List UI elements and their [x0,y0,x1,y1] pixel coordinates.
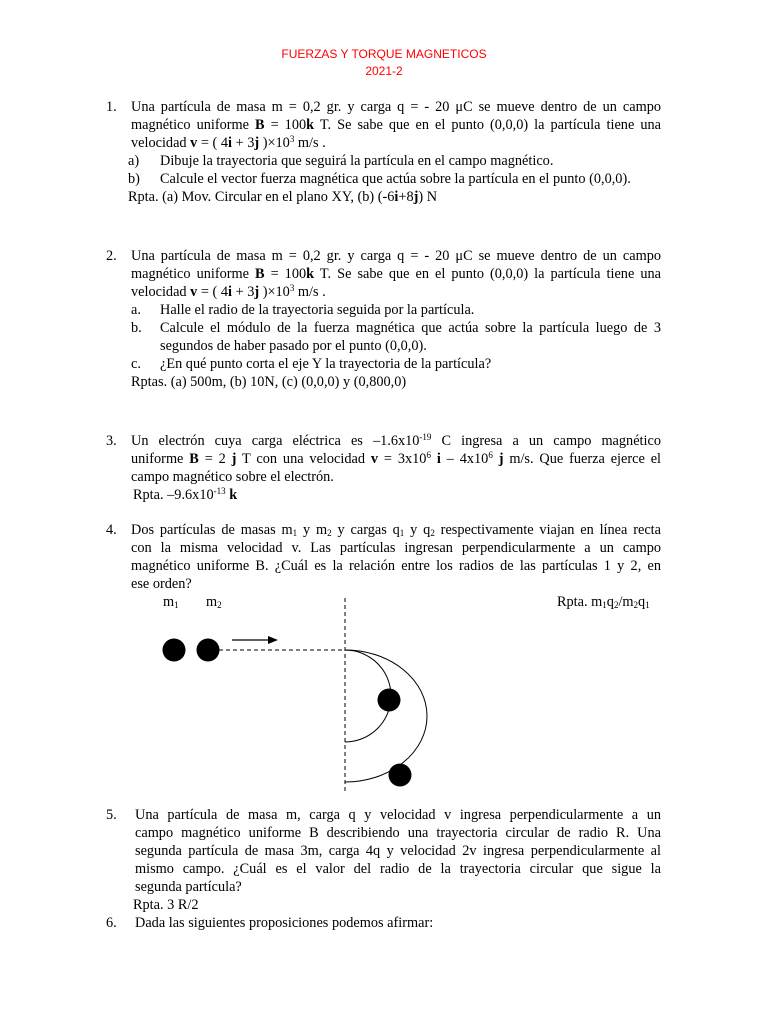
problem-number: 2. [106,248,117,264]
velocity-arrowhead [268,636,278,644]
particle-m2 [197,639,220,662]
problem-answer: Rpta. $m_1q_2/m_2q_1$ [557,594,650,610]
item-text: Dibuje la trayectoria que seguirá la partícula en el campo magnético. [160,153,554,169]
problem-number: 6. [106,915,117,931]
problem-text-line: magnético uniforme B. ¿Cuál es la relación entre los radios de las partículas 1 y 2, en [131,558,661,574]
item-text: Calcule el módulo de la fuerza magnética que actúa sobre la partícula luego de 3 [160,320,661,336]
problem-number: 4. [106,522,117,538]
item-text: ¿En qué punto corta el eje Y la trayectoria de la partícula? [160,356,492,372]
problem-text-line: con la misma velocidad v. Las partículas ingresan perpendicularmente a un campo [131,540,661,556]
particle-on-large-arc [389,764,412,787]
item-label: a) [128,153,140,169]
item-text: Calcule el vector fuerza magnética que actúa sobre la partícula en el punto (0,0,0). [160,171,631,187]
item-text: segundos de haber pasado por el punto (0,0,0). [160,338,427,354]
problem-text-line: segunda partícula? [135,879,242,895]
item-label: b. [131,320,142,336]
problem-text: Dada las siguientes proposiciones podemos afirmar: [135,915,434,931]
problem-answer: Rpta. (a) Mov. Circular en el plano XY, (b) (-6i+8j) N [128,189,438,205]
problem-text-line: segunda partícula de masa 3m, carga 4q y velocidad 2v ingresa perpendicularmente al [135,843,661,859]
problem-text-line: uniforme B = 2 j T con una velocidad $v = 3x10^6$ i – $4x10^6$ j m/s. Que fuerza ejerce el [131,450,662,467]
problem-text-line: Una partícula de masa m, carga q y velocidad v ingresa perpendicularmente a un [135,807,661,823]
problem-number: 3. [106,433,117,449]
document-title: FUERZAS Y TORQUE MAGNETICOS [281,47,487,61]
problem-number: 5. [106,807,117,823]
problem-text-line: Una partícula de masa m = 0,2 gr. y carga q = - 20 μC se mueve dentro de un campo [131,99,661,115]
problem-text-line: Dos partículas de masas $m_1$ y $m_2$ y cargas $q_1$ y $q_2$ respectivamente viajan en línea recta [131,522,661,538]
item-label: b) [128,171,140,187]
problem-answer: Rptas. (a) 500m, (b) 10N, (c) (0,0,0) y (0,800,0) [131,374,407,390]
problem-answer: Rpta. 3 R/2 [133,897,199,913]
label-m2: $m_2$ [206,594,222,610]
particle-on-small-arc [378,689,401,712]
problem-text-line: Un electrón cuya carga eléctrica es $-1.6x10^{-19}$ C ingresa a un campo magnético [131,432,661,449]
document-term: 2021-2 [365,64,403,78]
problem-text-line: campo magnético uniforme B describiendo una trayectoria circular de radio R. Una [135,825,661,841]
problem-text-line: Una partícula de masa m = 0,2 gr. y carga q = - 20 μC se mueve dentro de un campo [131,248,661,264]
problem-text-line: campo magnético sobre el electrón. [131,469,334,485]
problem-number: 1. [106,99,117,115]
item-text: Halle el radio de la trayectoria seguida por la partícula. [160,302,475,318]
label-m1: $m_1$ [163,594,179,610]
problem-text-line: velocidad v = ( 4i + 3j )$\times 10^3$ m/s . [131,283,326,300]
problem-text-line: mismo campo. ¿Cuál es el valor del radio de la trayectoria circular que sigue la [135,861,661,877]
problem-text-line: velocidad v = ( 4i + 3j )$\times 10^3$ m/s . [131,134,326,151]
item-label: c. [131,356,141,372]
problem-answer: Rpta. $-9.6x10^{-13}$ k [133,486,238,503]
particle-m1 [163,639,186,662]
problem-text-line: magnético uniforme B = 100k T. Se sabe que en el punto (0,0,0) la partícula tiene una [131,266,661,282]
problem-text-line: ese orden? [131,576,192,592]
item-label: a. [131,302,141,318]
problem-text-line: magnético uniforme B = 100k T. Se sabe que en el punto (0,0,0) la partícula tiene una [131,117,661,133]
large-arc-trajectory [345,650,427,782]
